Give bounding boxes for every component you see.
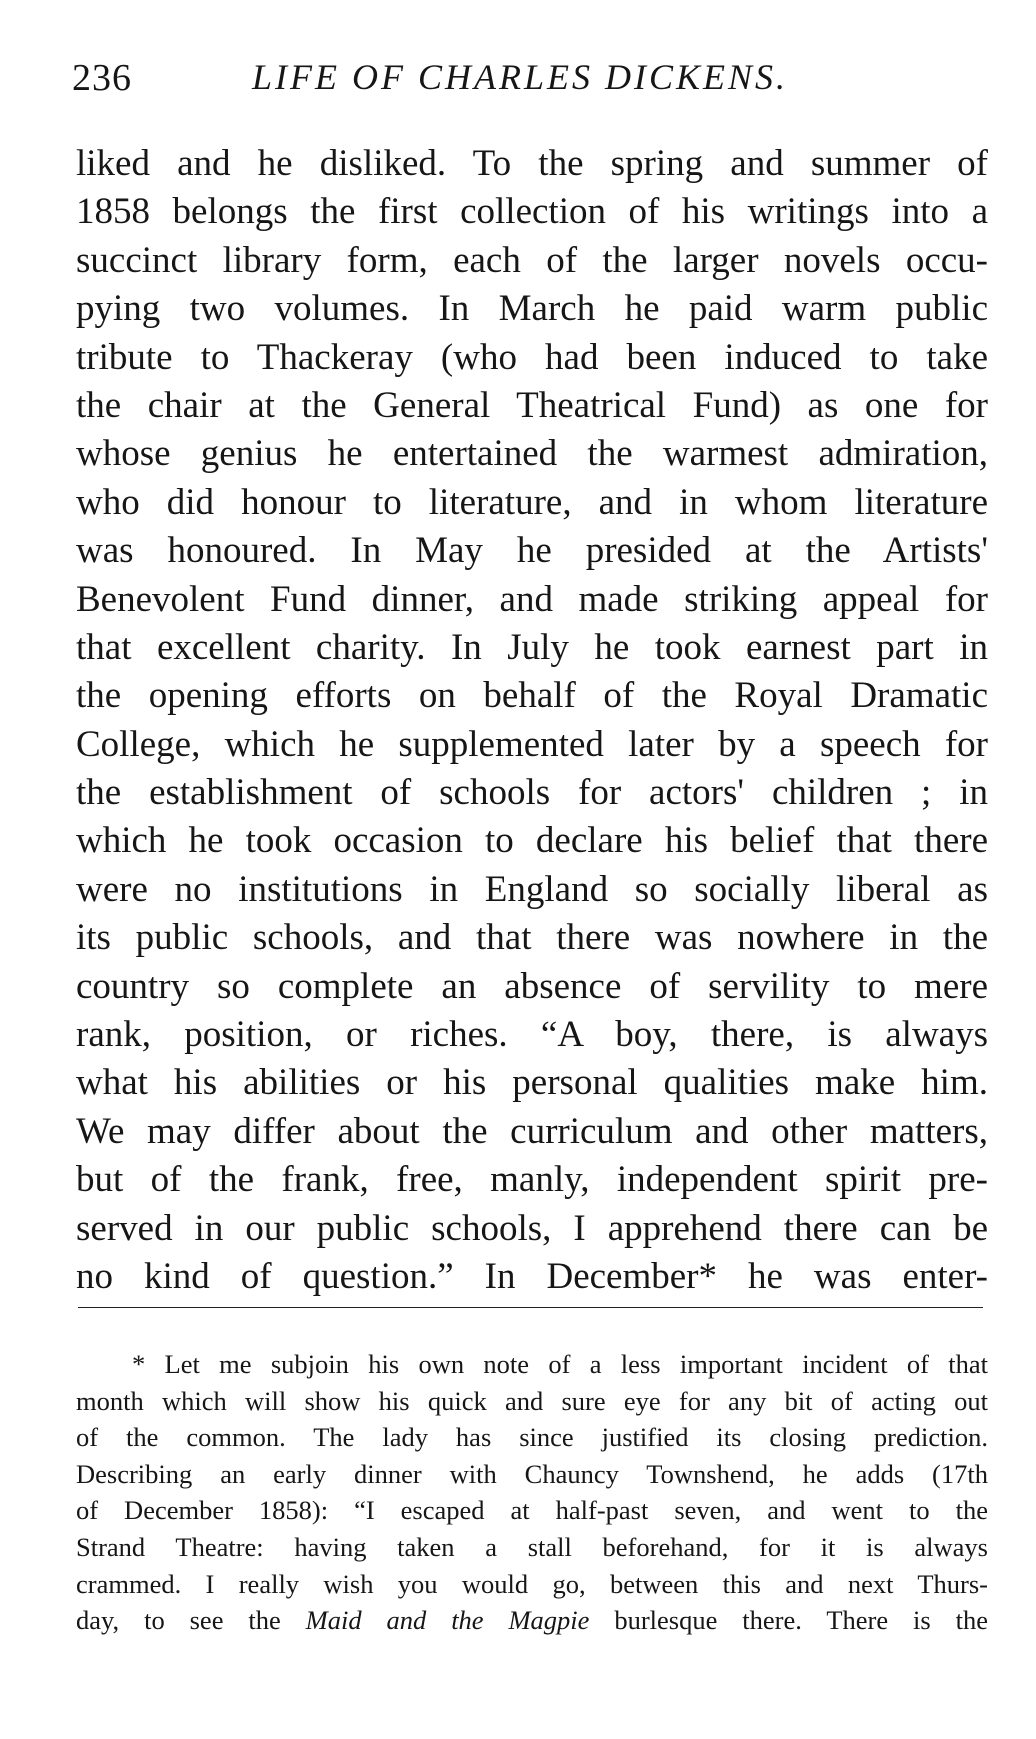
footnote <box>76 1346 988 1639</box>
footnote-line: month which will show his quick and sure eye for any bit of acting out <box>76 1385 988 1416</box>
text-line: but of the frank, free, manly, independent spirit pre- <box>76 1159 988 1201</box>
text-line: succinct library form, each of the larger novels occu- <box>76 239 988 281</box>
text-line: rank, position, or riches. “A boy, there, is always <box>76 1014 988 1056</box>
footnote-divider <box>78 1307 983 1308</box>
text-line: Benevolent Fund dinner, and made striking appeal for <box>76 578 988 620</box>
footnote-line-last <box>76 1602 988 1639</box>
page-number: 236 <box>72 57 132 99</box>
text-line: served in our public schools, I apprehend there can be <box>76 1207 988 1249</box>
body-text <box>76 140 988 1301</box>
text-line: that excellent charity. In July he took earnest part in <box>76 626 988 668</box>
text-line: what his abilities or his personal qualities make him. <box>76 1062 988 1104</box>
footnote-line: Strand Theatre: having taken a stall beforehand, for it is always <box>76 1531 988 1562</box>
text-line: the chair at the General Theatrical Fund) as one for <box>76 384 988 426</box>
footnote-line: of December 1858): “I escaped at half-past seven, and went to the <box>76 1495 988 1526</box>
text-line: who did honour to literature, and in whom literature <box>76 481 988 523</box>
text-line: whose genius he entertained the warmest admiration, <box>76 433 988 475</box>
text-line: was honoured. In May he presided at the Artists' <box>76 530 988 572</box>
text-line: pying two volumes. In March he paid warm public <box>76 288 988 330</box>
text-line: its public schools, and that there was nowhere in the <box>76 917 988 959</box>
text-line: College, which he supplemented later by a speech for <box>76 723 988 765</box>
text-line: the opening efforts on behalf of the Royal Dramatic <box>76 675 988 717</box>
play-title: Maid and the Magpie <box>305 1605 590 1636</box>
footnote-line: * Let me subjoin his own note of a less important incident of that <box>132 1349 988 1379</box>
footnote-line: crammed. I really wish you would go, between this and next Thurs- <box>76 1568 988 1599</box>
footnote-text: day, to see the <box>76 1605 306 1636</box>
text-line: 1858 belongs the first collection of his writings into a <box>76 191 988 233</box>
footnote-line: of the common. The lady has since justified its closing prediction. <box>76 1422 988 1453</box>
text-line: country so complete an absence of servility to mere <box>76 965 988 1007</box>
text-line: tribute to Thackeray (who had been induced to take <box>76 336 988 378</box>
text-line: liked and he disliked. To the spring and summer of <box>76 143 988 184</box>
text-line: no kind of question.” In December* he was enter- <box>76 1255 988 1297</box>
page-header <box>72 56 972 106</box>
running-title: LIFE OF CHARLES DICKENS. <box>252 57 788 97</box>
text-line: We may differ about the curriculum and other matters, <box>76 1110 988 1152</box>
text-line: which he took occasion to declare his belief that there <box>76 820 988 862</box>
text-line: were no institutions in England so socially liberal as <box>76 868 988 910</box>
text-line: the establishment of schools for actors' children ; in <box>76 772 988 814</box>
footnote-text: burlesque there. There is the <box>589 1605 988 1636</box>
footnote-line: Describing an early dinner with Chauncy Townshend, he adds (17th <box>76 1458 988 1489</box>
